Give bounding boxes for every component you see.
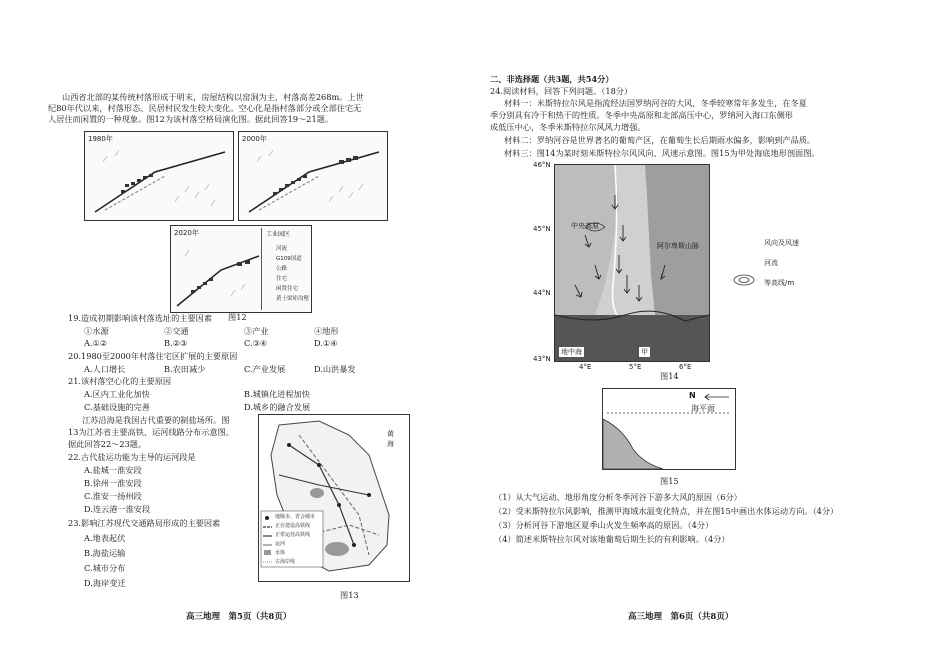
q24-sub-1: （1）从大气运动、地形角度分析冬季河谷下游多大风的原因（6分） <box>494 492 742 502</box>
place-label-jia: 甲 <box>641 348 648 356</box>
legend-item: 地级市、省会城市 <box>275 514 316 520</box>
intro2-line-2: 13为江苏省主要高铁、运河线路分布示意图。 <box>68 427 234 437</box>
q19-option-c[interactable]: C.③④ <box>244 338 268 348</box>
q23-stem: 23.影响江苏现代交通路局形成的主要因素 <box>68 518 221 528</box>
intro-line-3: 人居住而闲置的一种现象。图12为该村落空格局演化图。据此回答19～21题。 <box>48 114 334 124</box>
legend-item: 河流 <box>276 246 288 252</box>
right-footer: 高三地理 第6页（共8页） <box>628 612 734 622</box>
q22-option-b[interactable]: B.徐州一淮安段 <box>84 478 142 488</box>
q19-option-a[interactable]: A.①② <box>84 338 108 348</box>
right-page <box>470 0 950 672</box>
sea-level-label: 海平面 <box>691 404 715 413</box>
intro-line-1: 山西省北部的某传统村落形成于明末，房屋结构以窑洞为主，村落高差268m。上世 <box>62 92 364 102</box>
place-label-central-plateau: 中央高原 <box>571 222 599 230</box>
place-label-mediterranean: 地中海 <box>561 348 582 356</box>
lon-label: 6°E <box>679 363 692 371</box>
q22-option-c[interactable]: C.淮安一扬州段 <box>84 491 142 501</box>
legend-item: 古海岸线 <box>275 559 296 565</box>
q21-option-d[interactable]: D.城乡的融合发展 <box>244 402 311 412</box>
q19-item: ①水源 <box>84 326 109 336</box>
legend-title: 工业园区 <box>266 231 291 238</box>
intro2-line-1: 江苏沿海是我国古代重要的制盐场所。图 <box>82 415 230 425</box>
material1-line-2: 季分别具有冷干和热干的性质。冬季中央高原和北部高压中心，罗纳河入海口东侧形 <box>490 110 793 120</box>
q23-option-b[interactable]: B.海盐运输 <box>84 548 126 558</box>
lat-label: 44°N <box>533 289 551 297</box>
legend-item: 正在建设高铁线 <box>275 523 311 529</box>
q23-option-c[interactable]: C.城市分布 <box>84 563 126 573</box>
q21-option-a[interactable]: A.区内工业化加快 <box>84 389 150 399</box>
lat-label: 46°N <box>533 161 551 169</box>
lat-label: 45°N <box>533 225 551 233</box>
material1-line-1: 材料一：米斯特拉尔风是指流经法国罗纳河谷的大风，冬季较寒常年多发生，在冬夏 <box>504 98 807 108</box>
q19-option-d[interactable]: D.①④ <box>314 338 338 348</box>
legend-item: 闲置住宅 <box>276 286 299 292</box>
panel-year-label: 2020年 <box>174 229 199 237</box>
fig12-caption: 图12 <box>228 312 247 322</box>
q20-option-a[interactable]: A.人口增长 <box>84 364 126 374</box>
fig13-caption: 图13 <box>340 590 359 600</box>
fig12-legend <box>261 228 310 310</box>
q24-sub-3: （3）分析河谷下游地区夏季山火发生频率高的原因。（4分） <box>494 520 714 530</box>
seabed-profile <box>603 389 735 469</box>
q20-option-c[interactable]: C.产业发展 <box>244 364 286 374</box>
place-label-alps: 阿尔卑斯山脉 <box>657 242 699 250</box>
material3-line-1: 材料三：图14为某时刻米斯特拉尔风风向、风速示意图。图15为甲处海底地形剖面图。 <box>504 148 820 158</box>
q21-option-b[interactable]: B.城镇化进程加快 <box>244 389 310 399</box>
q22-option-a[interactable]: A.盐城一淮安段 <box>84 465 142 475</box>
north-arrow-label: N <box>689 391 696 400</box>
fig14-caption: 图14 <box>660 371 679 381</box>
material2-line-1: 材料二：罗纳河谷是世界著名的葡萄产区，在葡萄生长后期雨水偏多，影响到产品质。 <box>504 135 816 145</box>
panel-year-label: 1980年 <box>88 135 113 143</box>
q19-item: ②交通 <box>164 326 189 336</box>
lon-label: 5°E <box>629 363 642 371</box>
fig15-profile <box>602 388 736 470</box>
legend-item: 水体 <box>275 550 286 556</box>
section-title: 二、非选择题（共3题，共54分） <box>490 74 614 84</box>
q19-stem: 19.造成初期影响该村落选址的主要因素 <box>68 313 213 323</box>
sea-label: 黄海 <box>387 430 394 448</box>
lon-label: 4°E <box>579 363 592 371</box>
mistral-map <box>555 165 709 361</box>
q24-sub-4: （4）简述米斯特拉尔风对该地葡萄后期生长的有利影响。（4分） <box>494 534 730 544</box>
legend-item: 等高线/m <box>764 279 795 287</box>
fig15-caption: 图15 <box>660 476 679 486</box>
q22-option-d[interactable]: D.连云港一淮安段 <box>84 504 151 514</box>
q20-option-b[interactable]: B.农田减少 <box>164 364 206 374</box>
q19-item: ③产业 <box>244 326 269 336</box>
material1-line-3: 成低压中心，冬季米斯特拉尔风风力增强。 <box>490 122 646 132</box>
fig12-panel-2020 <box>170 225 312 313</box>
lat-label: 43°N <box>533 355 551 363</box>
left-page <box>0 0 470 672</box>
q19-item: ④地形 <box>314 326 339 336</box>
fig14-map <box>533 161 710 371</box>
q22-stem: 22.古代盐运功能为主导的运河段是 <box>68 452 196 462</box>
fig14-legend-symbols <box>732 240 772 300</box>
q20-option-d[interactable]: D.山洪暴发 <box>314 364 356 374</box>
fig12-panel-2000 <box>238 131 388 221</box>
village-map-2020 <box>171 226 261 312</box>
legend-item: 公路 <box>276 266 288 272</box>
q19-option-b[interactable]: B.②③ <box>164 338 188 348</box>
q20-stem: 20.1980至2000年村落住宅区扩展的主要原因 <box>68 351 238 361</box>
left-footer: 高三地理 第5页（共8页） <box>186 612 292 622</box>
q23-option-d[interactable]: D.海岸变迁 <box>84 578 126 588</box>
legend-item: 住宅 <box>276 276 288 282</box>
legend-item: 黄土梁峁沟壑 <box>276 296 310 302</box>
intro-line-2: 纪80年代以来，村落形态、民居村民发生较大变化。空心化是指村落部分或全部住宅无 <box>48 103 362 113</box>
q23-option-a[interactable]: A.地表起伏 <box>84 533 126 543</box>
legend-item: G109国道 <box>276 256 302 262</box>
q24-sub-2: （2）受米斯特拉尔风影响，推测甲海域水温变化特点，并在图15中画出水体运动方向。（4分） <box>494 506 839 516</box>
legend-item: 河流 <box>764 259 778 267</box>
q21-option-c[interactable]: C.基础设施的完善 <box>84 402 150 412</box>
intro2-line-3: 据此回答22～23题。 <box>68 439 147 449</box>
q21-stem: 21.该村落空心化的主要原因 <box>68 376 172 386</box>
legend-item: 风向及风速 <box>764 239 799 247</box>
village-map-1980 <box>85 132 233 220</box>
legend-item: 正常运营高铁线 <box>275 532 311 538</box>
q24-stem: 24.阅读材料，回答下列问题。（18分） <box>490 86 633 96</box>
village-map-2000 <box>239 132 387 220</box>
fig13-map <box>258 414 410 582</box>
panel-year-label: 2000年 <box>242 135 267 143</box>
legend-item: 运河 <box>275 541 286 547</box>
fig12-panel-1980 <box>84 131 234 221</box>
